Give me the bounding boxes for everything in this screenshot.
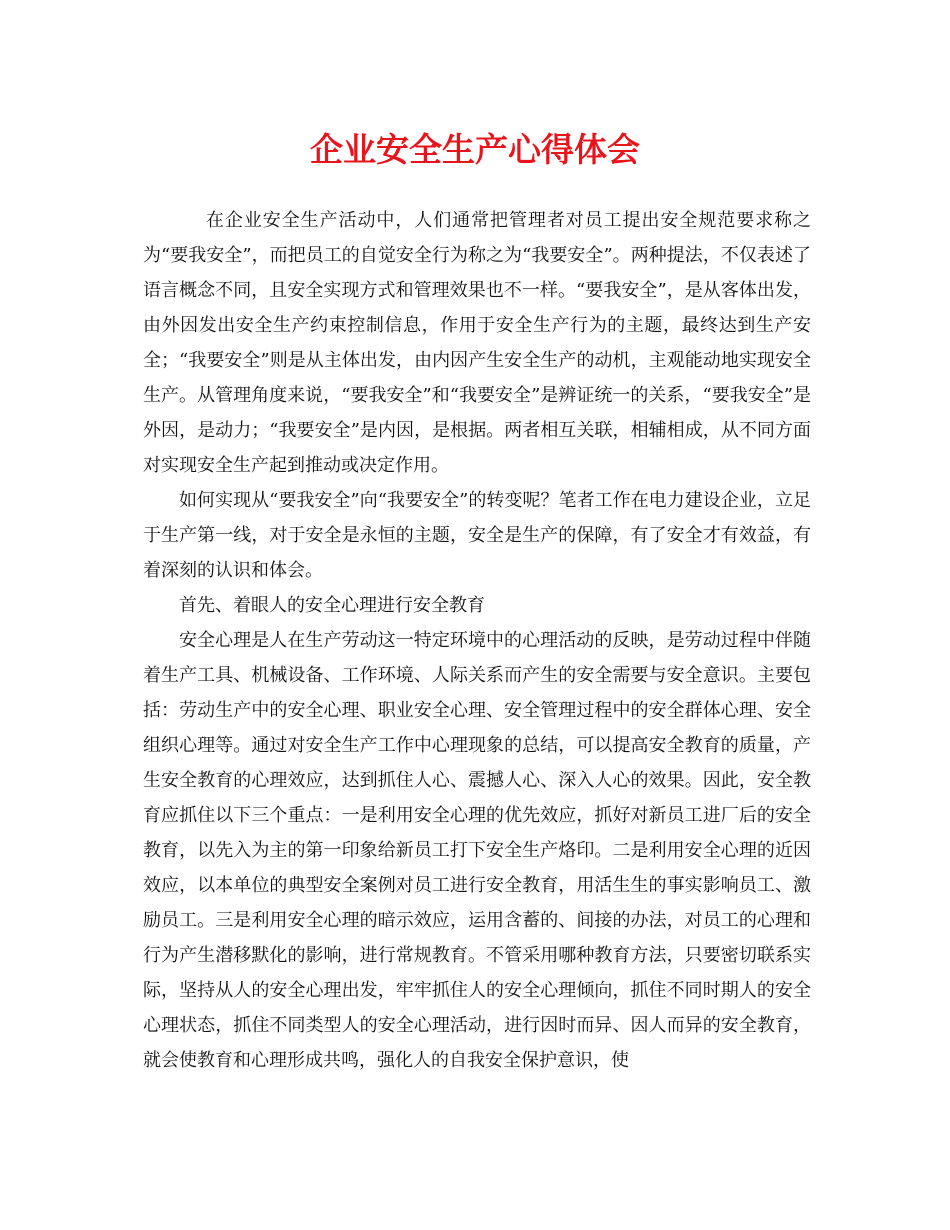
- paragraph-safety-psychology: 安全心理是人在生产劳动这一特定环境中的心理活动的反映，是劳动过程中伴随着生产工具、机械设备、工作环境、人际关系而产生的安全需要与安全意识。主要包括：劳动生产中的安全心理、职业安全心理、安全管理过程中的安全群体心理、安全组织心理等。通过对安全生产工作中心理现象的总结，可以提高安全教育的质量，产生安全教育的心理效应，达到抓住人心、震撼人心、深入人心的效果。因此，安全教育应抓住以下三个重点：一是利用安全心理的优先效应，抓好对新员工进厂后的安全教育，以先入为主的第一印象给新员工打下安全生产烙印。二是利用安全心理的近因效应，以本单位的典型安全案例对员工进行安全教育，用活生生的事实影响员工、激励员工。三是利用安全心理的暗示效应，运用含蓄的、间接的办法，对员工的心理和行为产生潜移默化的影响，进行常规教育。不管采用哪种教育方法，只要密切联系实际，坚持从人的安全心理出发，牢牢抓住人的安全心理倾向，抓住不同时期人的安全心理状态，抓住不同类型人的安全心理活动，进行因时而异、因人而异的安全教育，就会使教育和心理形成共鸣，强化人的自我安全保护意识，使: [143, 630, 811, 1071]
- section-heading-first: 首先、着眼人的安全心理进行安全教育: [179, 595, 485, 616]
- document-body: [143, 203, 811, 1078]
- paragraph-transition: 如何实现从“要我安全”向“我要安全”的转变呢？笔者工作在电力建设企业，立足于生产第一线，对于安全是永恒的主题，安全是生产的保障，有了安全才有效益，有着深刻的认识和体会。: [143, 490, 811, 581]
- document-title: 企业安全生产心得体会: [310, 130, 640, 169]
- paragraph-intro: 在企业安全生产活动中，人们通常把管理者对员工提出安全规范要求称之为“要我安全”，而把员工的自觉安全行为称之为“我要安全”。两种提法，不仅表述了语言概念不同，且安全实现方式和管理效果也不一样。“要我安全”，是从客体出发，由外因发出安全生产约束控制信息，作用于安全生产行为的主题，最终达到生产安全；“我要安全”则是从主体出发，由内因产生安全生产的动机，主观能动地实现安全生产。从管理角度来说，“要我安全”和“我要安全”是辨证统一的关系，“要我安全”是外因，是动力；“我要安全”是内因，是根据。两者相互关联，相辅相成，从不同方面对实现安全生产起到推动或决定作用。: [143, 210, 811, 476]
